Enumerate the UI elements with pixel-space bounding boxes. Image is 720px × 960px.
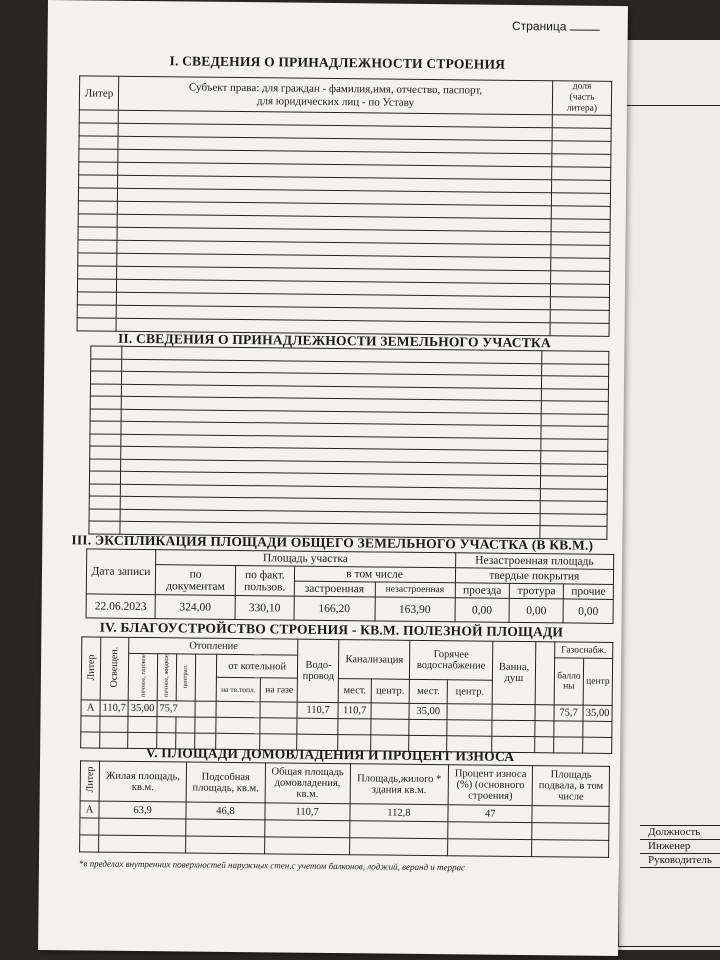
header-docs-l2: документам xyxy=(166,579,225,593)
header-local: мест. xyxy=(339,679,372,703)
cell-fact: 330,10 xyxy=(235,595,294,620)
cell-cyl: 75,7 xyxy=(554,705,583,721)
header-bld xyxy=(350,764,449,805)
header-central-text: централ. xyxy=(182,664,190,688)
cell-bld: 112,8 xyxy=(350,804,448,822)
cell-gas-centr: 35,00 xyxy=(583,705,612,721)
header-subject-line1: Субъект права: для граждан - фамилия,имя, отчество, паспорт, xyxy=(188,80,483,97)
header-stove-liquid xyxy=(157,654,176,701)
cell-stove2: 75,7 xyxy=(157,701,195,717)
cell-wear: 47 xyxy=(448,805,533,823)
header-living-l1: Жилая площадь, xyxy=(105,770,180,782)
cell-docs: 324,00 xyxy=(155,595,235,620)
amenities-table xyxy=(80,636,613,754)
header-heating: Отопление xyxy=(129,637,298,655)
header-hot xyxy=(410,640,493,680)
header-water-l2: провод xyxy=(302,670,335,683)
cell-stove: 35,00 xyxy=(128,700,157,716)
cell-other: 0,00 xyxy=(563,599,613,624)
cell-living: 63,9 xyxy=(99,801,186,819)
header-stove-gas-text: печное, газовое xyxy=(139,653,147,698)
header-stove-liquid-text: печное, жидкое xyxy=(163,654,171,698)
cell-liter: А xyxy=(80,801,99,818)
header-fact xyxy=(236,565,295,596)
header-stove-gas xyxy=(128,653,157,700)
header-other: прочие xyxy=(564,584,614,600)
header-bath-l1: Ванна, xyxy=(498,661,530,674)
background-document-frame xyxy=(618,105,720,947)
title-block-role: Должность xyxy=(640,826,720,840)
header-subject-line2: для юридических лиц - по Уставу xyxy=(256,94,415,109)
header-hot-centr: центр. xyxy=(447,680,492,704)
header-living xyxy=(99,761,187,802)
header-liter-text: Литер xyxy=(84,766,96,793)
header-bld-l1: Площадь,жилого * xyxy=(357,772,442,785)
header-share xyxy=(552,81,611,116)
header-bld-l2: здания кв.м. xyxy=(371,783,427,796)
cell-empty xyxy=(216,701,261,717)
header-base xyxy=(533,766,610,807)
section-2-title: II. СВЕДЕНИЯ О ПРИНАДЛЕЖНОСТИ ЗЕМЕЛЬНОГО УЧАСТКА xyxy=(117,330,551,351)
header-gas: на газе xyxy=(261,678,298,702)
header-area: Площадь участка xyxy=(156,550,456,568)
header-aux-l1: Подсобная xyxy=(201,771,250,783)
section-5-title: V. ПЛОЩАДИ ДОМОВЛАДЕНИЯ И ПРОЦЕНТ ИЗНОСА xyxy=(145,745,515,764)
header-subject xyxy=(118,76,552,115)
header-base-l2: подвала, в том xyxy=(538,780,604,792)
header-fact-l1: по факт. xyxy=(244,568,285,582)
header-gassupply: Газоснабж. xyxy=(555,642,613,659)
footnote: *в пределах внутренних поверхностей наружных стен,с учетом балконов, лоджий, веранд и террас xyxy=(78,858,466,873)
cell-empty xyxy=(195,701,216,717)
document-sheet xyxy=(38,0,628,956)
header-light xyxy=(100,637,129,700)
header-base-l3: числе xyxy=(558,791,584,803)
cell-liter: А xyxy=(81,700,100,716)
header-unbuilt: незастроенная xyxy=(375,582,455,598)
cell-empty xyxy=(447,704,492,720)
header-total-l1: Общая площадь xyxy=(271,766,344,779)
header-docs xyxy=(155,565,236,596)
page-label: Страница xyxy=(511,18,567,34)
header-liter xyxy=(81,637,101,700)
header-docs-l1: по xyxy=(189,568,202,581)
header-hard: твердые покрытия xyxy=(455,568,614,585)
header-cyl-l2: ны xyxy=(563,681,575,692)
header-free: Незастроенная площадь xyxy=(455,553,614,570)
header-light-text: Освещен. xyxy=(108,646,121,688)
header-built: застроенная xyxy=(294,581,375,597)
page-number-blank xyxy=(570,29,600,30)
cell-built: 166,20 xyxy=(294,596,375,621)
header-date: Дата записи xyxy=(86,549,155,595)
header-living-l2: кв.м. xyxy=(131,781,154,793)
cell-total: 110,7 xyxy=(265,803,350,821)
cell-empty xyxy=(371,703,410,719)
cell-walk: 0,00 xyxy=(509,598,563,623)
header-incl: в том числе xyxy=(294,566,455,583)
header-drive: проезда xyxy=(455,583,510,599)
header-wear xyxy=(448,765,533,806)
title-block-role: Инженер xyxy=(640,840,720,854)
header-sewer: Канализация xyxy=(339,640,410,680)
land-ownership-table xyxy=(88,345,609,539)
header-walk: тротура xyxy=(509,583,563,599)
header-fact-l2: пользов. xyxy=(244,580,286,594)
cell-unbuilt: 163,90 xyxy=(375,597,455,622)
section-3-title: III. ЭКСПЛИКАЦИЯ ПЛОЩАДИ ОБЩЕГО ЗЕМЕЛЬНОГО УЧАСТКА (В КВ.М.) xyxy=(71,532,594,553)
header-share-line1: доля xyxy=(572,81,592,92)
header-share-line2: (часть литера) xyxy=(566,92,598,114)
header-total-l2: домовладения, xyxy=(274,777,341,790)
header-hot-l1: Горячее xyxy=(433,649,469,661)
cell-empty xyxy=(492,704,535,720)
header-aux-l2: площадь, кв.м. xyxy=(192,782,259,794)
header-liter xyxy=(80,761,99,801)
header-hot-l2: водоснабжение xyxy=(416,660,486,672)
header-boiler: от котельной xyxy=(216,654,298,678)
page-number xyxy=(512,19,600,34)
header-gas-centr: центр xyxy=(583,658,612,705)
ownership-table xyxy=(77,75,613,337)
header-solid: на тв.топл. xyxy=(216,678,261,702)
section-1-title: I. СВЕДЕНИЯ О ПРИНАДЛЕЖНОСТИ СТРОЕНИЯ xyxy=(169,53,506,72)
cell-drive: 0,00 xyxy=(455,598,510,623)
header-wear-l3: строения) xyxy=(468,790,513,802)
header-total-l3: кв.м. xyxy=(296,788,319,800)
header-blank xyxy=(535,642,555,705)
header-bath-l2: душ xyxy=(504,672,524,684)
header-liter-text: Литер xyxy=(85,653,97,681)
cell-water: 110,7 xyxy=(297,702,338,718)
header-water-l1: Водо- xyxy=(305,659,332,671)
header-wear-l2: (%) (основного xyxy=(456,779,525,792)
area-wear-table xyxy=(79,760,610,858)
section-4-title: IV. БЛАГОУСТРОЙСТВО СТРОЕНИЯ - КВ.М. ПОЛЕЗНОЙ ПЛОЩАДИ xyxy=(99,619,564,640)
header-cyl-l1: балло xyxy=(557,671,581,682)
header-water xyxy=(298,639,340,702)
header-hot-local: мест. xyxy=(409,680,447,704)
cell-sewer: 110,7 xyxy=(338,703,371,719)
cell-hot: 35,00 xyxy=(409,703,447,719)
header-central xyxy=(176,654,195,701)
header-liter: Литер xyxy=(79,76,118,110)
title-block-role: Руководитель xyxy=(640,854,720,868)
header-blank2 xyxy=(195,654,216,701)
cell-light: 110,7 xyxy=(100,700,128,716)
header-cyl xyxy=(554,658,583,705)
cell-date: 22.06.2023 xyxy=(86,594,155,619)
header-wear-l1: Процент износа xyxy=(454,768,527,781)
header-total xyxy=(265,763,350,804)
header-base-l1: Площадь xyxy=(550,769,592,781)
cell-base xyxy=(532,806,609,824)
cell-empty xyxy=(260,702,297,718)
land-explication-table xyxy=(86,548,615,624)
header-centr: центр. xyxy=(371,679,410,703)
title-block xyxy=(640,825,720,896)
cell-aux: 46,8 xyxy=(186,802,265,820)
header-bath xyxy=(492,641,536,704)
header-aux xyxy=(186,762,265,803)
cell-empty xyxy=(535,705,554,721)
